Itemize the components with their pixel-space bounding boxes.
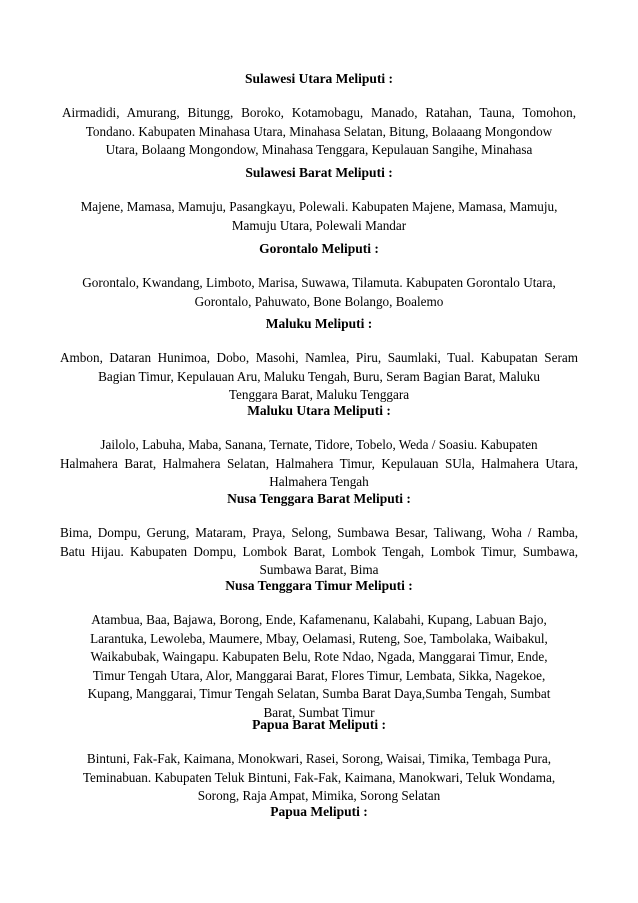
body-line: Barat, Sumbat Timur xyxy=(263,704,375,720)
section-heading: Maluku Meliputi : xyxy=(265,316,373,331)
section-heading: Nusa Tenggara Timur Meliputi : xyxy=(225,578,413,593)
section-gorontalo xyxy=(70,240,568,311)
body-line: Teminabuan. Kabupaten Teluk Bintuni, Fak-Fak, Kaimana, Manokwari, Teluk Wondama, xyxy=(82,769,556,785)
section-heading: Sulawesi Barat Meliputi : xyxy=(245,165,393,180)
body-line: Timur Tengah Utara, Alor, Manggarai Barat, Flores Timur, Lembata, Sikka, Nagekoe, xyxy=(92,667,546,683)
body-line: Atambua, Baa, Bajawa, Borong, Ende, Kafamenanu, Kalabahi, Kupang, Labuan Bajo, xyxy=(91,612,547,627)
section-body xyxy=(60,524,578,580)
body-line: Gorontalo, Kwandang, Limboto, Marisa, Suwawa, Tilamuta. Kabupaten Gorontalo Utara, xyxy=(82,275,556,290)
section-body xyxy=(70,750,568,806)
body-line: Sorong, Raja Ampat, Mimika, Sorong Selatan xyxy=(197,788,441,803)
body-line: Sumbawa Barat, Bima xyxy=(259,562,379,577)
body-line: Gorontalo, Pahuwato, Bone Bolango, Boalemo xyxy=(194,293,444,309)
body-line: Bintuni, Fak-Fak, Kaimana, Monokwari, Rasei, Sorong, Waisai, Timika, Tembaga Pura, xyxy=(86,751,552,766)
section-maluku xyxy=(60,315,578,405)
section-maluku-utara xyxy=(60,402,578,492)
section-body xyxy=(60,349,578,405)
body-line: Utara, Bolaang Mongondow, Minahasa Tenggara, Kepulauan Sangihe, Minahasa xyxy=(105,142,533,157)
body-line: Ambon, Dataran Hunimoa, Dobo, Masohi, Namlea, Piru, Saumlaki, Tual. Kabupatan Seram xyxy=(60,350,578,365)
body-line: Majene, Mamasa, Mamuju, Pasangkayu, Polewali. Kabupaten Majene, Mamasa, Mamuju, xyxy=(80,199,558,214)
body-line: Bagian Timur, Kepulauan Aru, Maluku Tengah, Buru, Seram Bagian Barat, Maluku xyxy=(98,368,540,384)
body-line: Airmadidi, Amurang, Bitungg, Boroko, Kotamobagu, Manado, Ratahan, Tauna, Tomohon, xyxy=(62,105,576,120)
section-body xyxy=(60,436,578,492)
section-sulawesi-utara xyxy=(62,70,576,160)
body-line: Mamuju Utara, Polewali Mandar xyxy=(231,217,407,233)
section-heading: Gorontalo Meliputi : xyxy=(259,241,379,256)
body-line: Tondano. Kabupaten Minahasa Utara, Minahasa Selatan, Bitung, Bolaaang Mongondow xyxy=(85,123,553,139)
section-nusa-tenggara-timur xyxy=(70,577,568,722)
body-line: Batu Hijau. Kabupaten Dompu, Lombok Barat, Lombok Tengah, Lombok Timur, Sumbawa, xyxy=(60,543,578,559)
section-nusa-tenggara-barat xyxy=(60,490,578,580)
section-heading: Papua Meliputi : xyxy=(270,804,368,819)
body-line: Halmahera Barat, Halmahera Selatan, Halmahera Timur, Kepulauan SUla, Halmahera Utara, xyxy=(60,455,578,471)
section-papua-barat xyxy=(70,716,568,806)
section-sulawesi-barat xyxy=(70,164,568,235)
section-heading: Papua Barat Meliputi : xyxy=(252,717,386,732)
body-line: Bima, Dompu, Gerung, Mataram, Praya, Selong, Sumbawa Besar, Taliwang, Woha / Ramba, xyxy=(60,525,578,540)
body-line: Waikabubak, Waingapu. Kabupaten Belu, Rote Ndao, Ngada, Manggarai Timur, Ende, xyxy=(90,649,548,664)
body-line: Halmahera Tengah xyxy=(269,474,369,489)
section-body xyxy=(62,104,576,160)
section-heading: Nusa Tenggara Barat Meliputi : xyxy=(227,491,411,506)
section-body xyxy=(70,198,568,235)
section-heading: Sulawesi Utara Meliputi : xyxy=(244,71,394,86)
section-body xyxy=(70,274,568,311)
section-body xyxy=(70,611,568,722)
body-line: Tenggara Barat, Maluku Tenggara xyxy=(228,387,410,402)
body-line: Jailolo, Labuha, Maba, Sanana, Ternate, Tidore, Tobelo, Weda / Soasiu. Kabupaten xyxy=(100,437,538,452)
section-heading: Maluku Utara Meliputi : xyxy=(247,403,391,418)
section-papua xyxy=(70,803,568,821)
body-line: Kupang, Manggarai, Timur Tengah Selatan, Sumba Barat Daya,Sumba Tengah, Sumbat xyxy=(87,686,551,701)
body-line: Larantuka, Lewoleba, Maumere, Mbay, Oelamasi, Ruteng, Soe, Tambolaka, Waibakul, xyxy=(90,630,548,646)
